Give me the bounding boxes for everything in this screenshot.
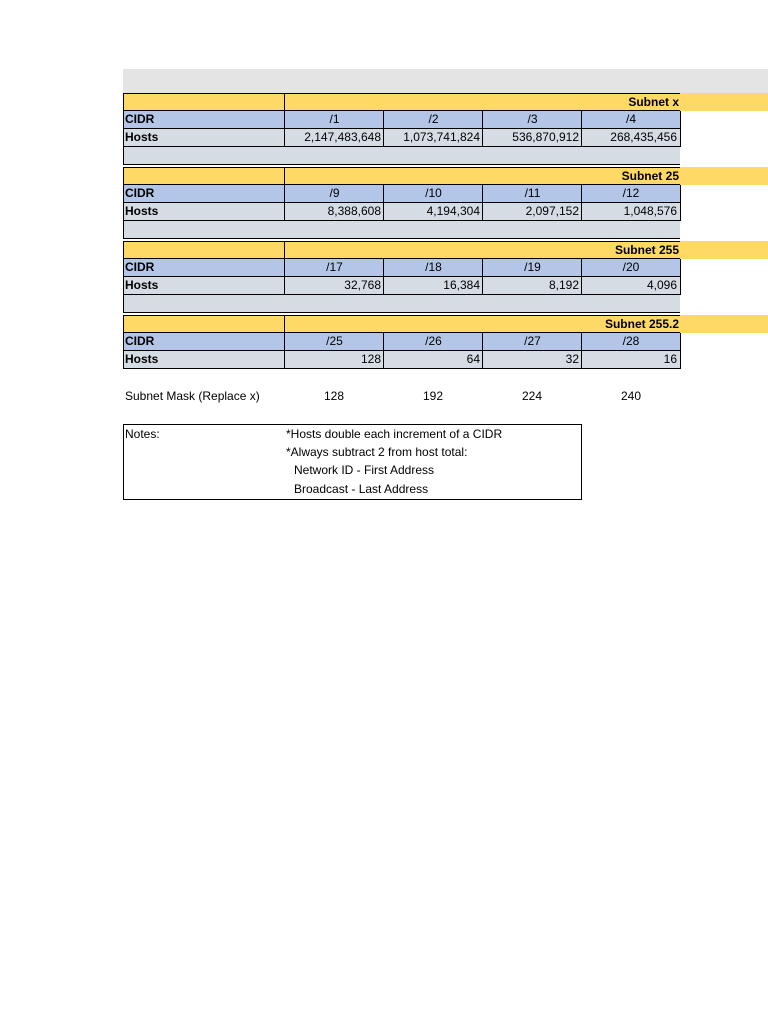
hosts-cell[interactable]: 536,870,912 xyxy=(482,129,582,147)
subnet-mask-value[interactable]: 192 xyxy=(422,389,444,403)
cidr-cell[interactable]: /27 xyxy=(482,333,582,351)
title-label-cell[interactable] xyxy=(123,167,284,185)
hosts-cell[interactable]: 4,096 xyxy=(581,277,681,295)
hosts-cell[interactable]: 2,147,483,648 xyxy=(284,129,384,147)
subnet-mask-value[interactable]: 128 xyxy=(323,389,345,403)
title-label-cell[interactable] xyxy=(123,241,284,259)
hosts-cell[interactable]: 2,097,152 xyxy=(482,203,582,221)
table-title-row xyxy=(123,93,768,111)
spacer-row xyxy=(123,295,680,313)
header-band xyxy=(123,69,768,93)
notes-line: *Always subtract 2 from host total: xyxy=(286,445,468,459)
cidr-cell[interactable]: /26 xyxy=(383,333,483,351)
hosts-cell[interactable]: 16,384 xyxy=(383,277,483,295)
cidr-cell[interactable]: /17 xyxy=(284,259,384,277)
cidr-cell[interactable]: /2 xyxy=(383,111,483,129)
table-title-row xyxy=(123,167,768,185)
cidr-cell[interactable]: /12 xyxy=(581,185,681,203)
notes-box[interactable] xyxy=(123,424,582,500)
cidr-cell[interactable]: /11 xyxy=(482,185,582,203)
subnet-mask-value[interactable]: 224 xyxy=(521,389,543,403)
cidr-row xyxy=(123,111,768,129)
hosts-cell[interactable]: 64 xyxy=(383,351,483,369)
cidr-cell[interactable]: /3 xyxy=(482,111,582,129)
title-overflow-cell xyxy=(680,315,768,333)
cidr-cell[interactable]: /9 xyxy=(284,185,384,203)
subnet-mask-row xyxy=(123,386,683,406)
cidr-cell[interactable]: /25 xyxy=(284,333,384,351)
table-title-row xyxy=(123,241,768,259)
cidr-cell[interactable]: /20 xyxy=(581,259,681,277)
hosts-label[interactable]: Hosts xyxy=(123,277,285,295)
cidr-row xyxy=(123,259,768,277)
notes-line: *Hosts double each increment of a CIDR xyxy=(286,427,503,441)
subnet-mask-label[interactable]: Subnet Mask (Replace x) xyxy=(125,389,260,403)
title-overflow-cell xyxy=(680,93,768,111)
cidr-row xyxy=(123,185,768,203)
hosts-cell[interactable]: 8,192 xyxy=(482,277,582,295)
hosts-cell[interactable]: 32,768 xyxy=(284,277,384,295)
hosts-label[interactable]: Hosts xyxy=(123,203,285,221)
table-title-row xyxy=(123,315,768,333)
subnet-table-4 xyxy=(123,315,768,369)
title-label-cell[interactable] xyxy=(123,315,284,333)
title-label-cell[interactable] xyxy=(123,93,284,111)
cidr-cell[interactable]: /1 xyxy=(284,111,384,129)
cidr-cell[interactable]: /4 xyxy=(581,111,681,129)
hosts-label[interactable]: Hosts xyxy=(123,129,285,147)
hosts-row xyxy=(123,129,768,147)
hosts-cell[interactable]: 128 xyxy=(284,351,384,369)
table-title[interactable]: Subnet 25 xyxy=(284,167,680,185)
cidr-label[interactable]: CIDR xyxy=(123,333,285,351)
hosts-cell[interactable]: 16 xyxy=(581,351,681,369)
hosts-cell[interactable]: 8,388,608 xyxy=(284,203,384,221)
cidr-label[interactable]: CIDR xyxy=(123,185,285,203)
hosts-cell[interactable]: 1,073,741,824 xyxy=(383,129,483,147)
cidr-cell[interactable]: /28 xyxy=(581,333,681,351)
table-title[interactable]: Subnet x xyxy=(284,93,680,111)
notes-line: Network ID - First Address xyxy=(294,463,435,477)
title-overflow-cell xyxy=(680,167,768,185)
cidr-cell[interactable]: /10 xyxy=(383,185,483,203)
cidr-cell[interactable]: /19 xyxy=(482,259,582,277)
cidr-label[interactable]: CIDR xyxy=(123,259,285,277)
hosts-row xyxy=(123,203,768,221)
hosts-row xyxy=(123,277,768,295)
cidr-label[interactable]: CIDR xyxy=(123,111,285,129)
hosts-cell[interactable]: 32 xyxy=(482,351,582,369)
title-overflow-cell xyxy=(680,241,768,259)
subnet-table-1 xyxy=(123,93,768,165)
cidr-cell[interactable]: /18 xyxy=(383,259,483,277)
hosts-label[interactable]: Hosts xyxy=(123,351,285,369)
cidr-row xyxy=(123,333,768,351)
table-title[interactable]: Subnet 255.2 xyxy=(284,315,680,333)
spacer-row xyxy=(123,221,680,239)
notes-label: Notes: xyxy=(125,427,160,441)
spacer-row xyxy=(123,147,680,165)
subnet-mask-value[interactable]: 240 xyxy=(620,389,642,403)
subnet-table-2 xyxy=(123,167,768,239)
hosts-cell[interactable]: 1,048,576 xyxy=(581,203,681,221)
subnet-table-3 xyxy=(123,241,768,313)
hosts-cell[interactable]: 268,435,456 xyxy=(581,129,681,147)
table-title[interactable]: Subnet 255 xyxy=(284,241,680,259)
hosts-cell[interactable]: 4,194,304 xyxy=(383,203,483,221)
hosts-row xyxy=(123,351,768,369)
notes-line: Broadcast - Last Address xyxy=(294,482,429,496)
